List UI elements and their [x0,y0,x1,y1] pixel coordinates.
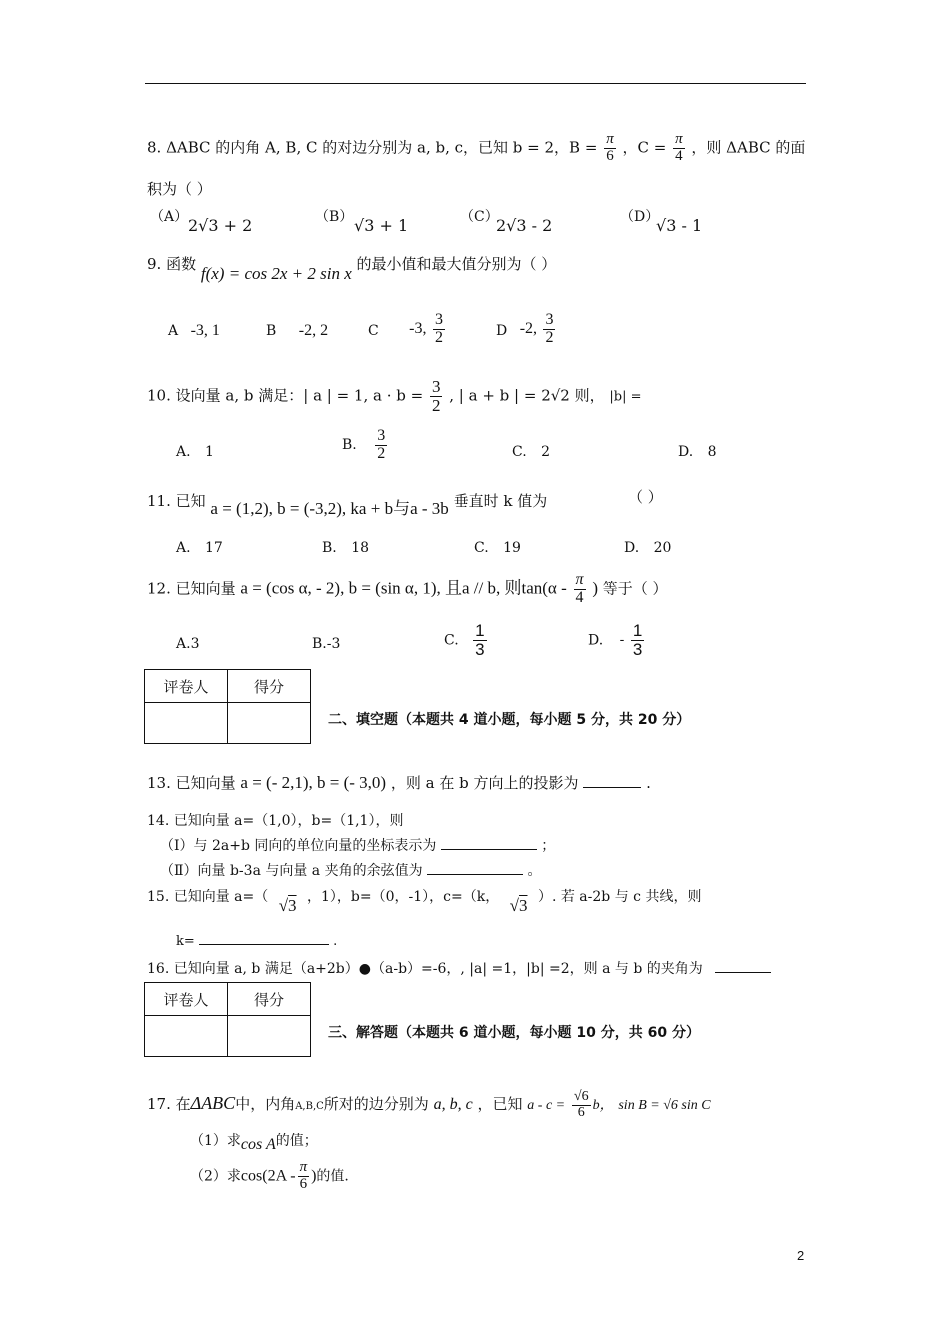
q11-option-d[interactable] [624,540,671,556]
q8-option-d[interactable] [620,206,659,226]
option-label: A. [176,444,191,460]
q16-text: 16. 已知向量 a, b 满足（a+2b）●（a-b）=-6，, |a| =1，|b| =2，则 a 与 b 的夹角为 [147,961,703,977]
q14-part1-blank[interactable] [441,849,537,850]
option-value: 19 [503,540,521,556]
q17-sides: a, b, c [433,1096,473,1114]
q13-suffix: ，则 a 在 b 方向上的投影为 [390,774,579,792]
q13-answer-blank[interactable] [583,787,641,788]
q12-suffix: 等于（ ） [602,579,668,598]
q9-option-c[interactable] [368,312,447,347]
q10-frac-b: $\frac{3}{2}$ [377,427,386,462]
q17-cond1a: a - c = [527,1098,566,1114]
option-label: B. [322,540,337,556]
q17-cond1b: b， [592,1098,614,1114]
score-table-2 [144,982,311,1057]
q10-suffix: |b| = [609,389,642,405]
q10-stem [147,378,642,415]
q17-stem [147,1090,711,1120]
option-label: C. [474,540,489,556]
q17-sub2-formula: cos(2A - [240,1167,296,1185]
option-value: - [619,632,625,649]
q15-sqrt3-a: √3 [278,896,297,915]
q10-option-d[interactable] [678,444,717,460]
q13-formula: a = (- 2,1), b = (- 3,0) [240,773,387,792]
option-label: （B） [315,209,354,225]
q8-option-a-value: 2√3 + 2 [188,216,253,235]
grader-header: 评卷人 [145,670,228,703]
q8-line2: 积为（ ） [147,180,212,198]
q15-line1 [147,886,702,915]
q10-option-a[interactable] [176,444,214,460]
option-label: A. [176,540,191,556]
section-fill-in-heading: 二、填空题（本题共 4 道小题，每小题 5 分，共 20 分） [328,712,691,728]
q16-stem [147,958,771,978]
q11-option-b[interactable] [322,540,369,556]
q12-option-b[interactable] [312,636,340,652]
q17-prefix: 17. 在 [147,1095,191,1114]
q10-frac: $\frac{3}{2}$ [431,377,441,415]
grader-header: 评卷人 [145,983,228,1016]
section-answer-heading: 三、解答题（本题共 6 道小题，每小题 10 分，共 60 分） [328,1025,700,1041]
q12-stem [147,572,668,607]
q12-formula-end: ) [592,578,598,598]
option-label: B. [312,636,327,652]
q17-sub1 [190,1130,318,1153]
q14-part2 [160,860,542,880]
q17-mid3: ，已知 [477,1095,523,1114]
q12-frac: $\frac{\pi}{4}$ [575,571,584,606]
q11-suffix: 垂直时 k 值为 [453,492,548,510]
q13-prefix: 13. 已知向量 [147,774,236,792]
q15-text-a: 15. 已知向量 a=（ [147,889,269,905]
q17-sub1-formula: cos A [240,1136,276,1153]
option-value: 2 [541,444,551,460]
q14-part2-end: 。 [527,863,542,879]
q14-line1: 14. 已知向量 a=（1,0），b=（1,1），则 [147,813,404,829]
q15-k-label: k= [176,934,195,949]
option-value: 17 [205,540,223,556]
q11-paren: （ ） [628,488,663,506]
q16-answer-blank[interactable] [715,972,771,973]
q9-formula: f(x) = cos 2x + 2 sin x [200,264,352,283]
option-value: -2, [519,320,538,338]
q9-frac-c: $\frac{3}{2}$ [434,311,443,346]
option-value: 3 [190,636,200,652]
q8-option-b-value: √3 + 1 [354,216,409,235]
q17-sub2-frac: $\frac{\pi}{6}$ [299,1159,308,1192]
q12-option-c[interactable] [444,622,489,659]
option-label: A. [176,636,191,652]
q14-part2-text: （Ⅱ）向量 b-3a 与向量 a 夹角的余弦值为 [160,863,423,879]
q17-mid2: 所对的边分别为 [323,1095,429,1114]
grader-cell[interactable] [145,1016,228,1057]
q15-text-b: ，1），b=（0，-1），c=（k， [307,889,500,905]
q10-option-c[interactable] [512,444,550,460]
q12-formula: a = (cos α, - 2), b = (sin α, 1), 且a // b, 则tan(α - [240,578,567,598]
q17-sub2-formula-end: ) [311,1167,317,1185]
option-value: -3 [326,636,341,652]
q8-option-a[interactable] [150,206,188,226]
q8-option-b[interactable] [315,206,353,226]
q15-line2 [176,934,337,949]
q10-mid: , | a + b | = 2√2 则， [449,386,605,405]
q10-option-b[interactable] [342,428,389,463]
q17-angles: A,B,C [295,1101,324,1113]
q9-option-a[interactable] [168,322,220,340]
q14-part1 [160,835,555,855]
header-rule [145,83,806,84]
q8-frac-C: $\frac{\pi}{4}$ [675,131,683,164]
q9-option-d[interactable] [496,312,557,347]
option-label: C [368,323,379,340]
q17-sub1-suffix: 的值； [275,1133,318,1149]
option-label: C. [512,444,527,460]
score-header: 得分 [228,670,311,703]
q17-sub2-suffix: 的值. [316,1168,349,1185]
option-label: （A） [150,209,189,225]
option-label: B [266,323,277,339]
option-value: 18 [351,540,370,556]
q8-frac-B: $\frac{\pi}{6}$ [606,131,614,164]
q8-line1-c: ，则 ΔABC 的面 [691,138,806,157]
q11-formula: a = (1,2), b = (-3,2), ka + b与a - 3b [210,499,449,518]
score-header: 得分 [228,983,311,1016]
q12-option-a[interactable] [176,636,199,652]
q12-option-d[interactable] [588,622,646,659]
option-label: D. [678,444,694,460]
q15-answer-blank[interactable] [199,944,329,945]
q13-end: . [646,774,651,792]
q8-line1-a: 8. ΔABC 的内角 A, B, C 的对边分别为 a, b, c，已知 b = 2，B = [147,138,598,157]
q9-suffix: 的最小值和最大值分别为（ ） [356,255,557,273]
q17-triangle: ΔABC [190,1093,236,1114]
q17-sub2 [190,1160,349,1193]
option-value: 8 [707,444,717,460]
q17-frac: $\frac{√6}{6}$ [573,1089,589,1120]
option-label: D. [624,540,640,556]
page-number: 2 [797,1248,805,1263]
q9-prefix: 9. 函数 [147,255,197,273]
q8-line1 [147,132,805,165]
option-label: D [496,323,508,340]
q11-option-a[interactable] [176,540,223,556]
q8-option-d-value: √3 - 1 [656,216,703,235]
q14-part2-blank[interactable] [427,874,523,875]
option-value: -2, 2 [298,322,329,339]
q8-option-c-value: 2√3 - 2 [496,216,553,235]
option-label: D. [588,632,604,649]
option-value: 20 [653,540,672,556]
option-value: -3, [409,320,427,338]
q14-part1-text: （Ⅰ）与 2a+b 同向的单位向量的坐标表示为 [160,838,437,854]
grader-cell[interactable] [145,703,228,744]
option-label: A [168,323,179,339]
q17-sub2-prefix: （2）求 [190,1168,241,1185]
q9-frac-d: $\frac{3}{2}$ [545,311,554,346]
score-table-1 [144,669,311,744]
q9-stem [147,253,557,283]
q11-stem [147,486,548,518]
option-label: C. [444,632,459,649]
option-value: -3, 1 [190,322,220,339]
q15-end: . [333,934,338,949]
q12-frac-c: $\frac{1}{3}$ [475,621,485,659]
option-label: B. [342,437,357,454]
score-cell[interactable] [228,703,311,744]
q17-cond2: sin B = √6 sin C [618,1098,711,1114]
q17-sub1-prefix: （1）求 [190,1133,241,1149]
q8-line1-b: ，C = [622,138,667,157]
q9-option-b[interactable] [266,322,328,340]
q12-frac-d: $\frac{1}{3}$ [632,621,643,659]
q14-part1-end: ； [541,838,556,854]
option-label: （D） [620,209,660,225]
q12-prefix: 12. 已知向量 [147,579,236,598]
q13-stem [147,772,651,793]
q11-prefix: 11. 已知 [147,492,206,510]
option-label: （C） [460,209,499,225]
q8-option-c[interactable] [460,206,499,226]
q11-option-c[interactable] [474,540,521,556]
q15-text-c: ）. 若 a-2b 与 c 共线，则 [537,889,702,905]
q17-mid: 中，内角 [235,1095,296,1114]
q15-sqrt3-b: √3 [509,896,528,915]
q10-prefix: 10. 设向量 a, b 满足：| a | = 1, a · b = [147,386,424,405]
option-value: 1 [205,444,214,460]
score-cell[interactable] [228,1016,311,1057]
